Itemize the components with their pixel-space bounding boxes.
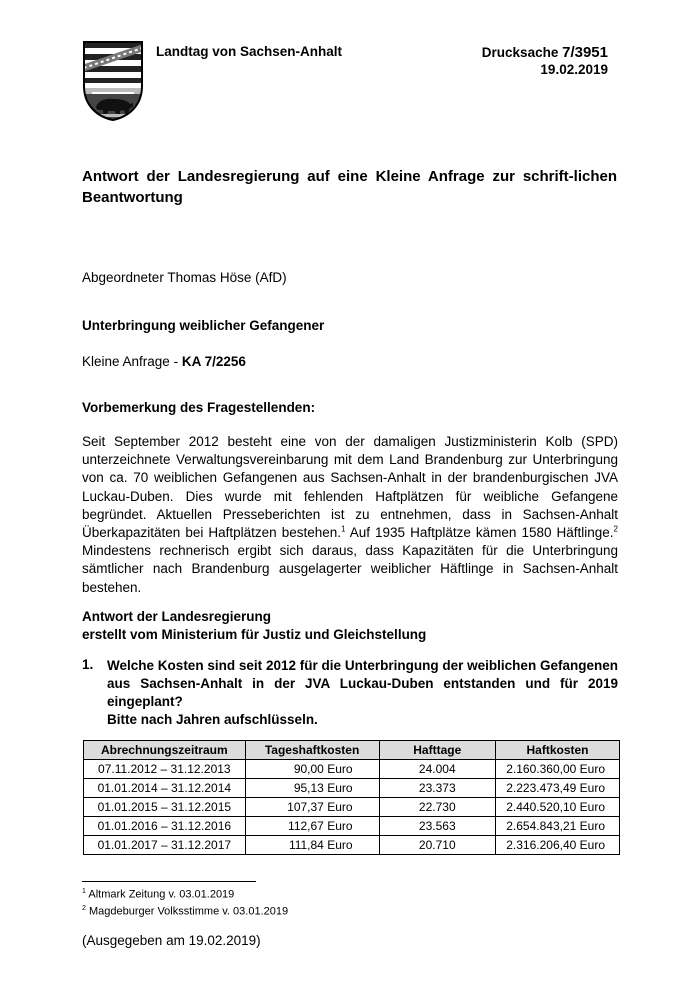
table-row	[84, 779, 620, 798]
table-header-row	[84, 741, 620, 760]
answer-heading-line-2: erstellt vom Ministerium für Justiz und Gleichstellung	[82, 627, 427, 642]
cell-period: 01.01.2015 – 31.12.2015	[84, 798, 246, 817]
answer-heading	[82, 608, 426, 644]
inquiry-reference	[82, 354, 246, 369]
answer-heading-line-1: Antwort der Landesregierung	[82, 609, 272, 624]
cell-total-cost: 2.223.473,49 Euro	[496, 779, 620, 798]
preliminary-heading: Vorbemerkung des Fragestellenden:	[82, 400, 316, 415]
cell-daily-cost: 95,13 Euro	[245, 779, 379, 798]
footnote-mark: 1	[82, 888, 86, 895]
cell-period: 01.01.2014 – 31.12.2014	[84, 779, 246, 798]
drucksache-number: 7/3951	[562, 44, 608, 61]
cell-period: 07.11.2012 – 31.12.2013	[84, 760, 246, 779]
table-row	[84, 836, 620, 855]
cell-total-cost: 2.654.843,21 Euro	[496, 817, 620, 836]
footnote-text: Altmark Zeitung v. 03.01.2019	[88, 888, 235, 901]
cell-daily-cost: 112,67 Euro	[245, 817, 379, 836]
question-number: 1.	[82, 657, 94, 672]
footnote-ref-2: 2	[613, 524, 618, 534]
header-days: Hafttage	[379, 741, 495, 760]
cell-period: 01.01.2016 – 31.12.2016	[84, 817, 246, 836]
cell-total-cost: 2.316.206,40 Euro	[496, 836, 620, 855]
footnote-1	[82, 885, 288, 902]
preliminary-part-1: Seit September 2012 besteht eine von der damaligen Justizministerin Kolb (SPD) unterzeichnete Verwaltungsvereinbarung mit dem Land Brandenburg zur Unterbringung von ca. 70 weiblichen Gefangenen aus Sachsen-Anhalt in der brandenburgischen JVA Luckau-Duben. Dies wurde mit fehlenden Haftplätzen für weibliche Gefangene begründet. Aktuellen Presseberichten ist zu entnehmen, dass in Sachsen-Anhalt Überkapazitäten bei Haftplätzen bestehen.	[82, 434, 618, 541]
document-title: Antwort der Landesregierung auf eine Kleine Anfrage zur schrift-lichen Beantwortung	[82, 168, 617, 206]
cell-days: 23.563	[379, 817, 495, 836]
cell-daily-cost: 111,84 Euro	[245, 836, 379, 855]
cell-period: 01.01.2017 – 31.12.2017	[84, 836, 246, 855]
issued-note: (Ausgegeben am 19.02.2019)	[82, 933, 261, 948]
table-row	[84, 798, 620, 817]
inquiry-label: Kleine Anfrage -	[82, 354, 182, 369]
question-text: Welche Kosten sind seit 2012 für die Unterbringung der weiblichen Gefangenen aus Sachsen-Anhalt in der JVA Luckau-Duben entstanden und für 2019 eingeplant?	[107, 658, 618, 710]
header-total-cost: Haftkosten	[496, 741, 620, 760]
cell-daily-cost: 107,37 Euro	[245, 798, 379, 817]
preliminary-part-3: Mindestens rechnerisch ergibt sich daraus, dass Kapazitäten für die Unterbringung sämtlicher nach Brandenburg ausgelagerter weiblicher Häftlinge in Sachsen-Anhalt bestehen.	[82, 543, 618, 595]
table-row	[84, 760, 620, 779]
header-period: Abrechnungszeitraum	[84, 741, 246, 760]
subject-heading: Unterbringung weiblicher Gefangener	[82, 318, 325, 333]
document-date: 19.02.2019	[540, 62, 608, 77]
footnote-ref-1: 1	[341, 524, 346, 534]
cell-total-cost: 2.440.520,10 Euro	[496, 798, 620, 817]
author-line: Abgeordneter Thomas Höse (AfD)	[82, 270, 287, 285]
preliminary-text	[82, 433, 618, 597]
header-daily-cost: Tageshaftkosten	[245, 741, 379, 760]
question-subtext: Bitte nach Jahren aufschlüsseln.	[107, 712, 318, 727]
drucksache-label: Drucksache	[481, 45, 559, 60]
inquiry-number: KA 7/2256	[181, 354, 246, 369]
cell-days: 20.710	[379, 836, 495, 855]
document-reference	[482, 44, 608, 78]
cell-days: 24.004	[379, 760, 495, 779]
cost-table	[83, 740, 620, 855]
cell-total-cost: 2.160.360,00 Euro	[496, 760, 620, 779]
footnotes	[82, 885, 288, 918]
table-row	[84, 817, 620, 836]
cell-days: 22.730	[379, 798, 495, 817]
cell-daily-cost: 90,00 Euro	[245, 760, 379, 779]
organization-name: Landtag von Sachsen-Anhalt	[156, 44, 343, 59]
preliminary-part-2: Auf 1935 Haftplätze kämen 1580 Häftlinge.	[345, 525, 614, 541]
footnote-text: Magdeburger Volksstimme v. 03.01.2019	[88, 905, 289, 918]
cell-days: 23.373	[379, 779, 495, 798]
footnote-mark: 2	[82, 904, 86, 912]
coat-of-arms-icon	[82, 40, 144, 122]
footnote-divider	[82, 881, 256, 882]
footnote-2	[82, 902, 288, 919]
